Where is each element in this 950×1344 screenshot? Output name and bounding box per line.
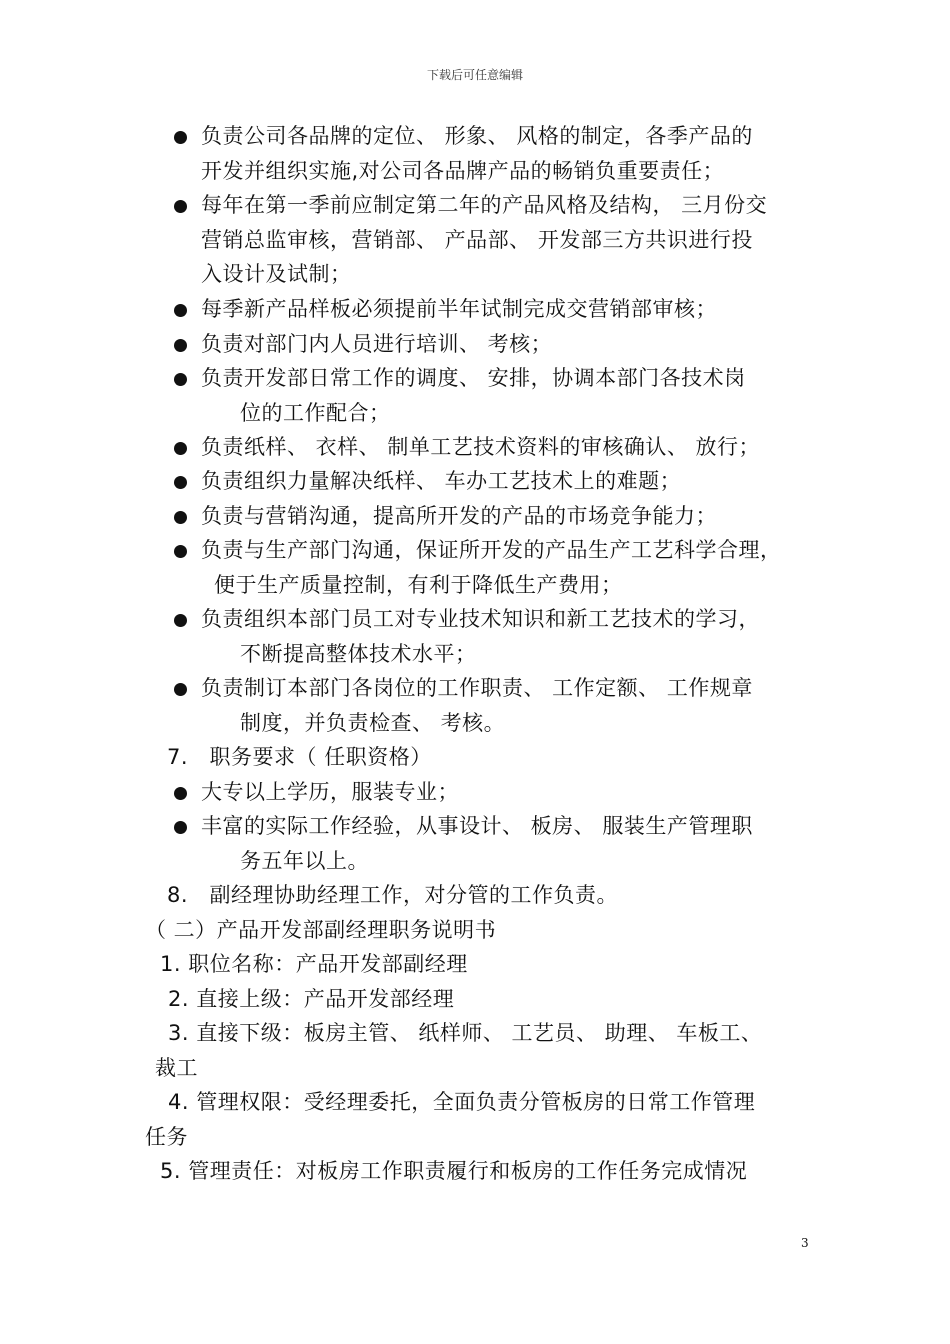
text-line: 务五年以上。: [240, 849, 369, 873]
bullet-icon: [174, 683, 187, 696]
text-line: 营销总监审核，营销部、 产品部、 开发部三方共识进行投: [201, 228, 753, 252]
text-line: 入设计及试制；: [201, 262, 352, 286]
text-line: 不断提高整体技术水平；: [240, 642, 477, 666]
bullet-icon: [174, 200, 187, 213]
text-line: 制度，并负责检查、 考核。: [240, 711, 506, 735]
text-line: 负责制订本部门各岗位的工作职责、 工作定额、 工作规章: [201, 676, 753, 700]
text-line: 开发并组织实施,对公司各品牌产品的畅销负重要责任；: [201, 159, 725, 183]
bullet-icon: [174, 339, 187, 352]
bullet-icon: [174, 131, 187, 144]
text-line: 负责组织本部门员工对专业技术知识和新工艺技术的学习，: [201, 607, 760, 631]
bullet-icon: [174, 304, 187, 317]
text-line: 丰富的实际工作经验，从事设计、 板房、 服装生产管理职: [201, 814, 753, 838]
section-title: （ 二）产品开发部副经理职务说明书: [145, 918, 497, 942]
text-line: 1. 职位名称：产品开发部副经理: [160, 952, 468, 976]
bullet-icon: [174, 821, 187, 834]
page-number: 3: [801, 1236, 809, 1250]
bullet-icon: [174, 511, 187, 524]
text-line: 裁工: [155, 1056, 198, 1080]
text-line: 4. 管理权限：受经理委托，全面负责分管板房的日常工作管理: [168, 1090, 756, 1114]
section-heading: 8. 副经理协助经理工作，对分管的工作负责。: [167, 883, 619, 907]
text-line: 负责组织力量解决纸样、 车办工艺技术上的难题；: [201, 469, 682, 493]
text-line: 负责开发部日常工作的调度、 安排，协调本部门各技术岗: [201, 366, 746, 390]
text-line: 5. 管理责任：对板房工作职责履行和板房的工作任务完成情况: [160, 1159, 748, 1183]
text-line: 任务: [145, 1125, 188, 1149]
text-line: 2. 直接上级：产品开发部经理: [168, 987, 455, 1011]
text-line: 负责与营销沟通，提高所开发的产品的市场竞争能力；: [201, 504, 717, 528]
text-line: 负责纸样、 衣样、 制单工艺技术资料的审核确认、 放行；: [201, 435, 761, 459]
section-heading: 7. 职务要求（ 任职资格）: [167, 745, 432, 769]
bullet-icon: [174, 614, 187, 627]
text-line: 3. 直接下级：板房主管、 纸样师、 工艺员、 助理、 车板工、: [168, 1021, 763, 1045]
header-note: 下载后可任意编辑: [426, 68, 523, 82]
text-line: 每季新产品样板必须提前半年试制完成交营销部审核；: [201, 297, 717, 321]
text-line: 每年在第一季前应制定第二年的产品风格及结构， 三月份交: [201, 193, 768, 217]
text-line: 便于生产质量控制，有利于降低生产费用；: [214, 573, 623, 597]
bullet-icon: [174, 373, 187, 386]
text-line: 负责与生产部门沟通，保证所开发的产品生产工艺科学合理，: [201, 538, 782, 562]
bullet-icon: [174, 545, 187, 558]
bullet-icon: [174, 787, 187, 800]
bullet-icon: [174, 442, 187, 455]
text-line: 负责公司各品牌的定位、 形象、 风格的制定，各季产品的: [201, 124, 753, 148]
text-line: 负责对部门内人员进行培训、 考核；: [201, 332, 553, 356]
text-line: 大专以上学历，服装专业；: [201, 780, 459, 804]
text-line: 位的工作配合；: [240, 401, 391, 425]
bullet-icon: [174, 476, 187, 489]
